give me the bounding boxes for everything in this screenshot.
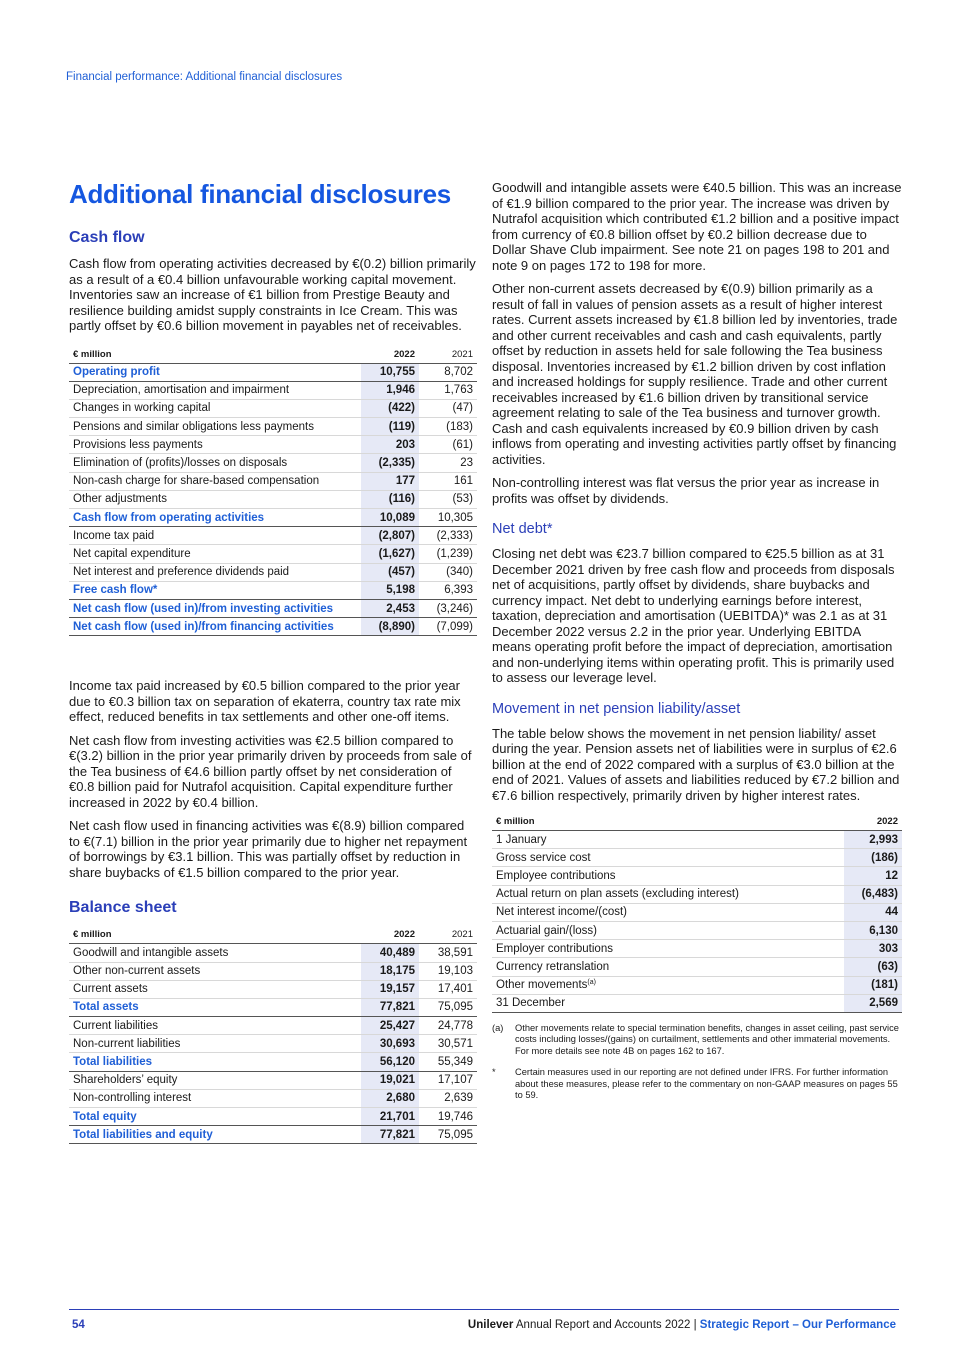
net-debt-heading: Net debt* (492, 521, 553, 537)
cash-flow-table (69, 346, 477, 637)
row-label (69, 944, 361, 962)
table-row (69, 509, 477, 527)
footnote-asterisk (492, 1067, 902, 1102)
row-label-text: Net cash flow (used in)/from financing activities (73, 620, 334, 633)
table-row (69, 1035, 477, 1053)
row-label (69, 509, 361, 527)
row-label (492, 849, 844, 867)
column-header-2022: 2022 (844, 813, 902, 831)
cash-flow-intro: Cash flow from operating activities decreased by €(0.2) billion primarily as a result of a €0.4 billion unfavourable working capital movement. Inventories saw an increase of €1 billion from Prestige Beauty and resilience building amidst supply constraints in Ice Cream. This was partly offset by €0.6 billion movement in payables net of receivables. (69, 256, 476, 333)
row-label (69, 962, 361, 980)
row-label (69, 1071, 361, 1089)
row-label-text: 31 December (496, 997, 566, 1010)
row-label-text: Other movements (496, 979, 588, 992)
row-label-text: Net interest income/(cost) (496, 906, 628, 919)
table-row (69, 381, 477, 399)
table-row (492, 921, 902, 939)
value-2021: 6,393 (419, 581, 477, 599)
table-row (69, 1089, 477, 1107)
row-label (69, 472, 361, 490)
value-2021: 17,401 (419, 980, 477, 998)
footer-report: Annual Report and Accounts 2022 | (513, 1319, 700, 1331)
value-2022: 25,427 (361, 1017, 419, 1035)
table-row (69, 599, 477, 617)
value-2022: 2,993 (844, 831, 902, 849)
non-controlling-interest-paragraph: Non-controlling interest was flat versus the prior year as increase in profits was offset by dividends. (492, 475, 880, 506)
row-label (492, 885, 844, 903)
value-2021: (183) (419, 418, 477, 436)
pension-paragraph: The table below shows the movement in net pension liability/ asset during the year. Pension assets net of liabilities were in surplus of €2.6 billion at the end of 2022 compared with a surplus of €3.0 billion at the end of 2021. Values of assets and liabilities reduced by €7.2 billion and €7.6 billion respectively, primarily driven by higher interest rates. (492, 725, 900, 803)
running-head: Financial performance: Additional financial disclosures (66, 71, 343, 83)
table-row (492, 958, 902, 976)
row-label (69, 1108, 361, 1126)
value-2022: 10,755 (361, 363, 419, 381)
table-row (69, 472, 477, 490)
row-label (69, 980, 361, 998)
row-label (492, 867, 844, 885)
row-label (492, 831, 844, 849)
footnote-reference: (a) (587, 979, 596, 987)
row-label (69, 418, 361, 436)
table-row (69, 1071, 477, 1089)
row-label-text: Total equity (73, 1110, 137, 1123)
value-2022: 56,120 (361, 1053, 419, 1071)
value-2021: 23 (419, 454, 477, 472)
value-2022: 2,680 (361, 1089, 419, 1107)
row-label (69, 599, 361, 617)
value-2022: 12 (844, 867, 902, 885)
table-row (69, 418, 477, 436)
row-label-text: Actuarial gain/(loss) (496, 924, 597, 937)
row-label-text: Employee contributions (496, 869, 616, 882)
row-label-text: Total liabilities (73, 1056, 153, 1069)
footer-divider (69, 1309, 899, 1310)
column-header-label: € million (69, 926, 361, 944)
value-2021: 24,778 (419, 1017, 477, 1035)
table-row (69, 436, 477, 454)
row-label (69, 563, 361, 581)
value-2022: 18,175 (361, 962, 419, 980)
net-debt-paragraph: Closing net debt was €23.7 billion compared to €25.5 billion as at 31 December 2021 driven by free cash flow and proceeds from disposals net of acquisitions, partly offset by dividends, share buybacks and currency impact. Net debt to underlying earnings before interest, taxation, depreciation and amortisation (UEBITDA)* was 2.1 as at 31 December 2022 versus 2.2 in the prior year. Underlying EBITDA means operating profit before the impact of depreciation, amortisation and non-underlying items within operating profit. This is primarily used to assess our leverage level. (492, 546, 895, 685)
table-row (492, 831, 902, 849)
balance-sheet-heading: Balance sheet (69, 899, 177, 917)
row-label (492, 921, 844, 939)
right-column (492, 180, 902, 1102)
row-label-text: Non-current liabilities (73, 1037, 181, 1050)
table-row (69, 454, 477, 472)
value-2021: (2,333) (419, 527, 477, 545)
table-row (69, 527, 477, 545)
pension-heading: Movement in net pension liability/asset (492, 700, 741, 717)
value-2021: 55,349 (419, 1053, 477, 1071)
row-label (69, 998, 361, 1016)
table-row (492, 994, 902, 1012)
row-label-text: Changes in working capital (73, 402, 211, 415)
column-header-2021: 2021 (419, 926, 477, 944)
row-label-text: Currency retranslation (496, 960, 610, 973)
value-2021: 75,095 (419, 998, 477, 1016)
table-row (492, 867, 902, 885)
row-label-text: Pensions and similar obligations less payments (73, 420, 314, 433)
value-2022: (116) (361, 490, 419, 508)
footnote-mark: * (492, 1067, 496, 1078)
table-row (69, 998, 477, 1016)
value-2022: 303 (844, 940, 902, 958)
value-2022: 2,453 (361, 599, 419, 617)
row-label-text: 1 January (496, 833, 547, 846)
row-label (69, 1089, 361, 1107)
row-label (492, 940, 844, 958)
table-row (492, 903, 902, 921)
row-label (69, 1017, 361, 1035)
table-row (69, 1017, 477, 1035)
value-2022: 77,821 (361, 998, 419, 1016)
value-2022: 10,089 (361, 509, 419, 527)
value-2021: 19,103 (419, 962, 477, 980)
table-row (69, 1126, 477, 1144)
table-row (69, 490, 477, 508)
table-row (69, 399, 477, 417)
value-2021: 10,305 (419, 509, 477, 527)
value-2021: (53) (419, 490, 477, 508)
row-label-text: Gross service cost (496, 851, 591, 864)
table-row (69, 618, 477, 636)
row-label-text: Goodwill and intangible assets (73, 946, 229, 959)
footnote-text: Other movements relate to special termination benefits, changes in asset ceiling, past service costs including losses/(gains) on curtailment, settlements and other immaterial movements. For more details see note 4B on pages 162 to 167. (515, 1022, 899, 1056)
page-title: Additional financial disclosures (69, 179, 451, 209)
value-2022: 1,946 (361, 381, 419, 399)
value-2022: (2,335) (361, 454, 419, 472)
row-label (492, 994, 844, 1012)
row-label-text: Depreciation, amortisation and impairment (73, 384, 290, 397)
row-label (69, 581, 361, 599)
row-label-text: Provisions less payments (73, 438, 203, 451)
value-2022: 6,130 (844, 921, 902, 939)
row-label-text: Employer contributions (496, 942, 613, 955)
row-label (492, 958, 844, 976)
value-2021: 1,763 (419, 381, 477, 399)
value-2021: 75,095 (419, 1126, 477, 1144)
value-2021: (1,239) (419, 545, 477, 563)
value-2021: (340) (419, 563, 477, 581)
value-2022: (1,627) (361, 545, 419, 563)
row-label (69, 618, 361, 636)
value-2022: 2,569 (844, 994, 902, 1012)
row-label-text: Other adjustments (73, 493, 167, 506)
footer-title (468, 1319, 896, 1331)
pension-table (492, 813, 902, 1013)
investing-paragraph: Net cash flow from investing activities was €2.5 billion compared to €(3.2) billion in the prior year primarily driven by proceeds from sale of the Tea business of €4.6 billion partly offset by net consideration of €0.8 billion paid for Nutrafol acquisition. Capital expenditure further increased in 2022 by €0.4 billion. (69, 732, 472, 810)
balance-sheet-table (69, 926, 477, 1144)
column-header-2022: 2022 (361, 926, 419, 944)
table-row (492, 976, 902, 994)
value-2022: (2,807) (361, 527, 419, 545)
row-label (69, 527, 361, 545)
row-label (69, 399, 361, 417)
goodwill-paragraph: Goodwill and intangible assets were €40.5 billion. This was an increase of €1.9 billion compared to the prior year. The increase was driven by Nutrafol acquisition which contributed €1.2 billion and a positive impact from currency of €0.8 billion offset by €0.2 billion decrease due to Dollar Shave Club impairment. See note 21 on pages 198 to 201 and note 9 on pages 172 to 198 for more. (492, 180, 902, 273)
value-2022: 77,821 (361, 1126, 419, 1144)
row-label-text: Income tax paid (73, 529, 155, 542)
row-label-text: Total assets (73, 1001, 139, 1014)
row-label-text: Other non-current assets (73, 965, 201, 978)
row-label (69, 1126, 361, 1144)
column-header-label: € million (69, 346, 361, 364)
table-row (69, 980, 477, 998)
column-header-2022: 2022 (361, 346, 419, 364)
value-2022: (181) (844, 976, 902, 994)
row-label (492, 976, 844, 994)
value-2022: 203 (361, 436, 419, 454)
row-label-text: Current assets (73, 983, 148, 996)
value-2022: (6,483) (844, 885, 902, 903)
value-2021: 30,571 (419, 1035, 477, 1053)
row-label (69, 490, 361, 508)
row-label (69, 1035, 361, 1053)
value-2021: 2,639 (419, 1089, 477, 1107)
row-label (69, 363, 361, 381)
table-row (69, 563, 477, 581)
value-2022: 19,021 (361, 1071, 419, 1089)
left-column (69, 178, 477, 1144)
value-2022: 19,157 (361, 980, 419, 998)
value-2021: (47) (419, 399, 477, 417)
table-row (69, 1053, 477, 1071)
value-2022: 30,693 (361, 1035, 419, 1053)
row-label-text: Free cash flow* (73, 584, 158, 597)
row-label (69, 545, 361, 563)
row-label-text: Current liabilities (73, 1019, 159, 1032)
row-label (69, 381, 361, 399)
row-label-text: Non-controlling interest (73, 1092, 192, 1105)
row-label-text: Elimination of (profits)/losses on disposals (73, 457, 288, 470)
table-row (69, 545, 477, 563)
row-label-text: Net capital expenditure (73, 547, 191, 560)
row-label-text: Shareholders’ equity (73, 1074, 178, 1087)
cash-flow-heading: Cash flow (69, 229, 145, 246)
value-2021: 17,107 (419, 1071, 477, 1089)
table-row (69, 944, 477, 962)
table-row (492, 885, 902, 903)
financing-paragraph: Net cash flow used in financing activities was €(8.9) billion compared to €(7.1) billion in the prior year primarily due to higher net repayment of borrowings by €3.1 billion. This was partially offset by reduction in share buybacks of €1.5 billion compared to the prior year. (69, 818, 468, 880)
row-label-text: Cash flow from operating activities (73, 511, 265, 524)
column-header-2021: 2021 (419, 346, 477, 364)
value-2021: 8,702 (419, 363, 477, 381)
income-tax-paragraph: Income tax paid increased by €0.5 billion compared to the prior year due to €0.3 billion tax on separation of ekaterra, country tax rate mix effect, reduced benefits in tax settlements and other one-off items. (69, 678, 461, 725)
footnote-mark: (a) (492, 1022, 504, 1033)
value-2021: (3,246) (419, 599, 477, 617)
footer-section-link[interactable]: Strategic Report – Our Performance (699, 1319, 896, 1331)
row-label (69, 1053, 361, 1071)
row-label (492, 903, 844, 921)
value-2022: 21,701 (361, 1108, 419, 1126)
row-label-text: Net cash flow (used in)/from investing activities (73, 602, 334, 615)
value-2022: 177 (361, 472, 419, 490)
footnote-text: Certain measures used in our reporting are not defined under IFRS. For further information about these measures, please refer to the commentary on non-GAAP measures on pages 55 to 59. (515, 1067, 898, 1101)
table-row (69, 363, 477, 381)
value-2022: (63) (844, 958, 902, 976)
value-2022: (119) (361, 418, 419, 436)
table-row (69, 962, 477, 980)
row-label-text: Operating profit (73, 366, 160, 379)
value-2022: 5,198 (361, 581, 419, 599)
non-current-assets-paragraph: Other non-current assets decreased by €(0.9) billion primarily as a result of fall in values of pension assets as a result of higher interest rates. Current assets increased by €1.8 billion led by inventories, trade and other current receivables and cash and cash equivalents, partly offset by reduction in assets held for sale following the Tea business disposal. Inventories increased by €1.2 billion driven by cost inflation and increased holdings for supply resilience. Trade and other current receivables increased by €1.6 billion driven by transitional service agreement relating to sale of the Tea business and turnover growth. Cash and cash equivalents increased by €0.9 billion driven by cash inflows from operating and investing activities partly offset by financing activities. (492, 281, 898, 467)
value-2022: (8,890) (361, 618, 419, 636)
table-row (492, 940, 902, 958)
row-label-text: Total liabilities and equity (73, 1128, 213, 1141)
footnote-a (492, 1023, 902, 1058)
page-number: 54 (72, 1319, 85, 1331)
row-label-text: Actual return on plan assets (excluding interest) (496, 888, 739, 901)
row-label (69, 454, 361, 472)
value-2021: 38,591 (419, 944, 477, 962)
table-row (69, 1108, 477, 1126)
table-row (69, 581, 477, 599)
value-2022: (186) (844, 849, 902, 867)
value-2022: 44 (844, 903, 902, 921)
table-row (492, 849, 902, 867)
row-label (69, 436, 361, 454)
value-2021: 161 (419, 472, 477, 490)
value-2022: 40,489 (361, 944, 419, 962)
value-2022: (457) (361, 563, 419, 581)
row-label-text: Non-cash charge for share-based compensation (73, 475, 320, 488)
value-2021: 19,746 (419, 1108, 477, 1126)
value-2021: (7,099) (419, 618, 477, 636)
row-label-text: Net interest and preference dividends paid (73, 566, 290, 579)
value-2021: (61) (419, 436, 477, 454)
column-header-label: € million (492, 813, 844, 831)
value-2022: (422) (361, 399, 419, 417)
footer-brand: Unilever (467, 1319, 514, 1331)
